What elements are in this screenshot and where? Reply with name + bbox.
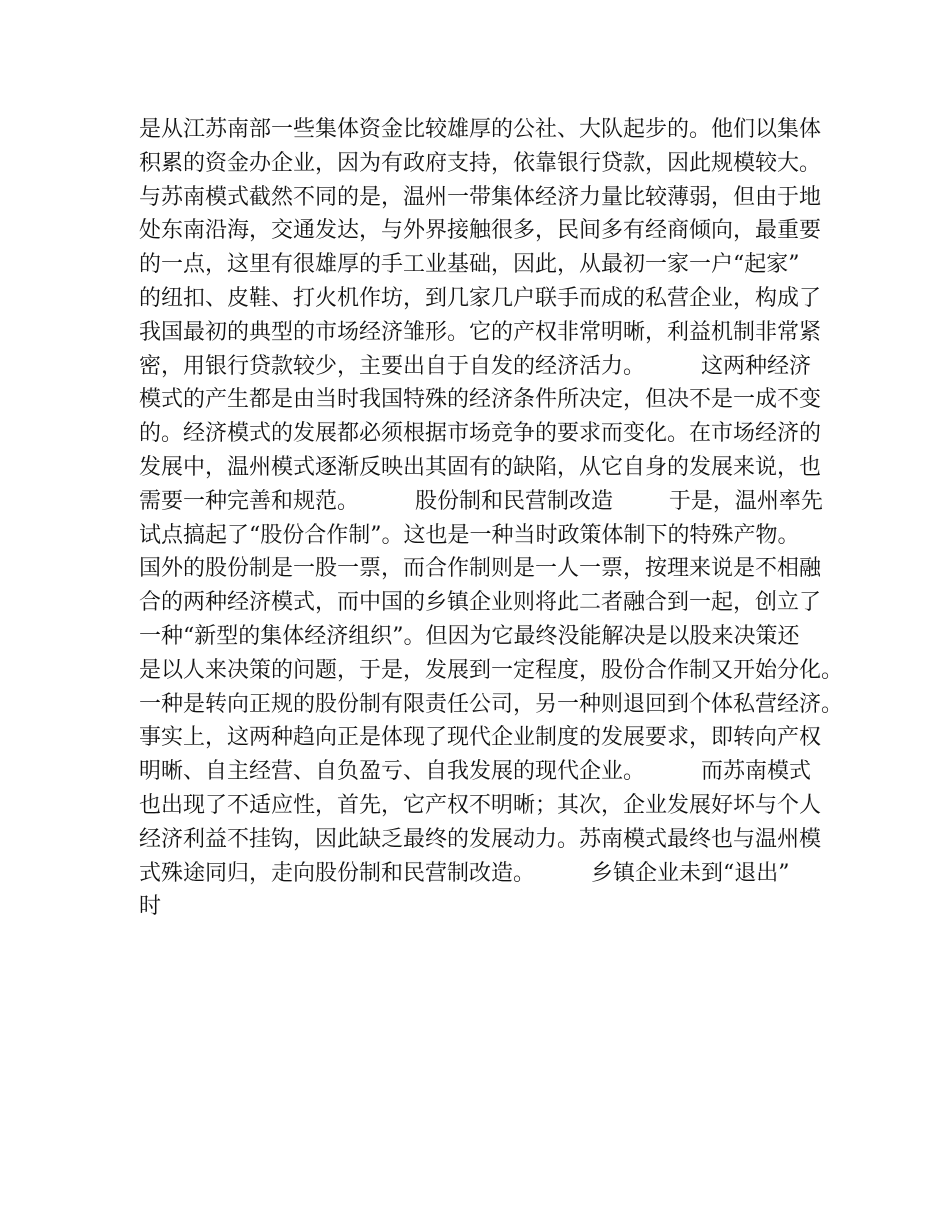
text-line: 模式的产生都是由当时我国特殊的经济条件所决定，但决不是一成不变 [139, 387, 822, 413]
text-line: 需要一种完善和规范。 股份制和民营制改造 于是，温州率先 [139, 488, 823, 514]
text-line: 处东南沿海，交通发达，与外界接触很多，民间多有经商倾向，最重要 [139, 218, 822, 244]
body-text [139, 113, 844, 924]
text-line: 时 [139, 894, 162, 920]
text-line: 明晰、自主经营、自负盈亏、自我发展的现代企业。 而苏南模式 [139, 759, 811, 785]
text-line: 式殊途同归，走向股份制和民营制改造。 乡镇企业未到“退出” [139, 860, 790, 886]
text-line: 与苏南模式截然不同的是，温州一带集体经济力量比较薄弱，但由于地 [139, 184, 822, 210]
text-line: 经济利益不挂钩，因此缺乏最终的发展动力。苏南模式最终也与温州模 [139, 826, 822, 852]
text-line: 发展中，温州模式逐渐反映出其固有的缺陷，从它自身的发展来说，也 [139, 454, 822, 480]
text-line: 试点搞起了“股份合作制”。这也是一种当时政策体制下的特殊产物。 [139, 522, 800, 548]
text-line: 是从江苏南部一些集体资金比较雄厚的公社、大队起步的。他们以集体 [139, 117, 822, 142]
text-line: 的。经济模式的发展都必须根据市场竞争的要求而变化。在市场经济的 [139, 421, 822, 447]
text-line: 一种“新型的集体经济组织”。但因为它最终没能解决是以股来决策还 [139, 623, 800, 649]
text-line: 国外的股份制是一股一票，而合作制则是一人一票，按理来说是不相融 [139, 556, 822, 582]
text-line: 事实上，这两种趋向正是体现了现代企业制度的发展要求，即转向产权 [139, 725, 822, 751]
text-line: 是以人来决策的问题，于是，发展到一定程度，股份合作制又开始分化。 [139, 657, 844, 683]
text-line: 我国最初的典型的市场经济雏形。它的产权非常明晰，利益机制非常紧 [139, 319, 822, 345]
text-line: 的一点，这里有很雄厚的手工业基础，因此，从最初一家一户“起家” [139, 252, 800, 278]
text-line: 合的两种经济模式，而中国的乡镇企业则将此二者融合到一起，创立了 [139, 590, 822, 616]
text-line: 积累的资金办企业，因为有政府支持，依靠银行贷款，因此规模较大。 [139, 150, 822, 176]
text-line: 一种是转向正规的股份制有限责任公司，另一种则退回到个体私营经济。 [139, 691, 844, 717]
text-line: 也出现了不适应性，首先，它产权不明晰；其次，企业发展好坏与个人 [139, 792, 822, 818]
text-line: 的纽扣、皮鞋、打火机作坊，到几家几户联手而成的私营企业，构成了 [139, 285, 822, 311]
text-line: 密，用银行贷款较少，主要出自于自发的经济活力。 这两种经济 [139, 353, 811, 379]
